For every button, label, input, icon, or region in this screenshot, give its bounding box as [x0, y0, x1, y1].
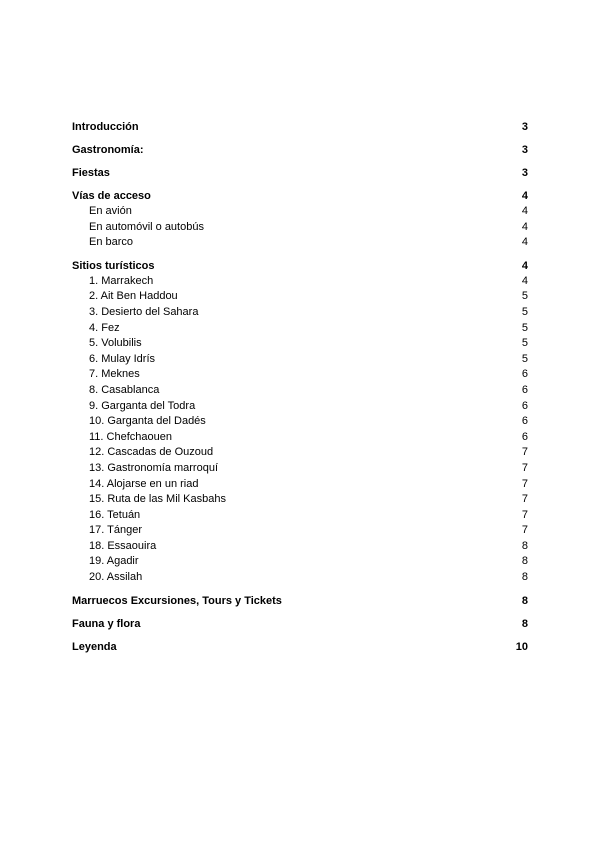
toc-subentry-page-number: 8 [521, 555, 528, 568]
toc-subentry-title: 18. Essaouira [89, 539, 157, 552]
toc-entry[interactable] [72, 616, 528, 632]
toc-entry-title: Sitios turísticos [72, 259, 155, 272]
toc-entry[interactable] [72, 593, 528, 609]
toc-subentry[interactable] [72, 399, 528, 415]
toc-entry[interactable] [72, 119, 528, 135]
toc-entry-page-number: 3 [521, 167, 528, 179]
toc-subentry-title: 11. Chefchaouen [89, 430, 172, 443]
toc-entry[interactable] [72, 188, 528, 204]
toc-subentry-title: 5. Volubilis [89, 337, 142, 350]
toc-entry-title: Marruecos Excursiones, Tours y Tickets [72, 594, 282, 607]
toc-subentry-title: 13. Gastronomía marroquí [89, 461, 219, 474]
toc-subentry[interactable] [72, 445, 528, 461]
toc-subentry-page-number: 4 [521, 205, 528, 217]
toc-subentry-page-number: 4 [521, 220, 528, 233]
toc-subentry-title: En barco [89, 236, 134, 249]
toc-entry-page-number: 3 [521, 144, 528, 156]
toc-subentry-page-number: 6 [521, 430, 528, 443]
toc-subentry-page-number: 4 [521, 236, 528, 249]
toc-subentry[interactable] [72, 383, 528, 399]
toc-subentry-page-number: 6 [521, 383, 528, 396]
toc-subentry-title: 9. Garganta del Todra [89, 399, 196, 412]
toc-subentry-page-number: 7 [521, 493, 528, 506]
toc-subentry[interactable] [72, 321, 528, 337]
toc-subentry-title: 17. Tánger [89, 524, 143, 537]
table-of-contents [72, 119, 528, 655]
toc-entry-page-number: 8 [521, 594, 528, 607]
toc-subentry-page-number: 6 [521, 368, 528, 381]
toc-subentry-title: 10. Garganta del Dadés [89, 415, 206, 428]
toc-subentry-page-number: 6 [521, 399, 528, 412]
toc-subentry[interactable] [72, 289, 528, 305]
toc-subentry-page-number: 7 [521, 508, 528, 521]
toc-subentry-title: 3. Desierto del Sahara [89, 305, 199, 318]
toc-subentry[interactable] [72, 523, 528, 539]
toc-subentry-page-number: 8 [521, 539, 528, 552]
toc-subentry[interactable] [72, 414, 528, 430]
toc-subentry[interactable] [72, 274, 528, 290]
toc-subentry-title: 8. Casablanca [89, 383, 160, 396]
toc-subentry-page-number: 8 [521, 571, 528, 584]
toc-entry-title: Gastronomía: [72, 144, 144, 156]
toc-entry[interactable] [72, 142, 528, 158]
toc-subentry-title: En avión [89, 205, 132, 217]
toc-subentry[interactable] [72, 204, 528, 220]
toc-entry-title: Fiestas [72, 167, 110, 179]
toc-subentry-page-number: 7 [521, 446, 528, 459]
toc-subentry[interactable] [72, 508, 528, 524]
toc-entry[interactable] [72, 639, 528, 655]
toc-entry[interactable] [72, 165, 528, 181]
toc-subentry[interactable] [72, 235, 528, 251]
toc-subentry-title: 12. Cascadas de Ouzoud [89, 446, 214, 459]
toc-subentry-page-number: 5 [521, 305, 528, 318]
toc-entry-title: Introducción [72, 121, 139, 133]
toc-subentry[interactable] [72, 570, 528, 586]
toc-subentry-page-number: 7 [521, 477, 528, 490]
toc-subentry[interactable] [72, 492, 528, 508]
toc-entry-page-number: 10 [515, 640, 528, 653]
toc-entry-page-number: 3 [521, 121, 528, 133]
toc-subentry[interactable] [72, 554, 528, 570]
toc-subentry-title: 2. Ait Ben Haddou [89, 290, 178, 303]
toc-entry-title: Vías de acceso [72, 190, 151, 202]
toc-subentry-title: 16. Tetuán [89, 508, 141, 521]
toc-subentry[interactable] [72, 539, 528, 555]
toc-subentry-title: 6. Mulay Idrís [89, 352, 156, 365]
toc-subentry-title: 4. Fez [89, 321, 120, 334]
toc-entry[interactable] [72, 258, 528, 274]
toc-subentry[interactable] [72, 352, 528, 368]
toc-subentry-page-number: 4 [521, 274, 528, 287]
toc-subentry[interactable] [72, 477, 528, 493]
toc-subentry-title: 7. Meknes [89, 368, 140, 381]
toc-subentry-title: 19. Agadir [89, 555, 139, 568]
toc-subentry[interactable] [72, 461, 528, 477]
toc-subentry-page-number: 7 [521, 524, 528, 537]
toc-subentry[interactable] [72, 430, 528, 446]
toc-subentry-page-number: 5 [521, 321, 528, 334]
toc-subentry-title: 20. Assilah [89, 571, 143, 584]
toc-subentry-title: 14. Alojarse en un riad [89, 477, 199, 490]
toc-subentry[interactable] [72, 367, 528, 383]
toc-entry-title: Leyenda [72, 640, 117, 653]
toc-subentry-title: 1. Marrakech [89, 274, 154, 287]
toc-subentry-page-number: 6 [521, 415, 528, 428]
toc-subentry[interactable] [72, 305, 528, 321]
toc-entry-page-number: 4 [521, 259, 528, 272]
toc-subentry-page-number: 5 [521, 352, 528, 365]
toc-subentry[interactable] [72, 220, 528, 236]
toc-subentry-page-number: 7 [521, 461, 528, 474]
toc-subentry-page-number: 5 [521, 290, 528, 303]
toc-entry-title: Fauna y flora [72, 617, 141, 630]
toc-subentry-page-number: 5 [521, 337, 528, 350]
toc-subentry-title: En automóvil o autobús [89, 220, 204, 233]
toc-entry-page-number: 8 [521, 617, 528, 630]
toc-entry-page-number: 4 [521, 190, 528, 202]
toc-subentry[interactable] [72, 336, 528, 352]
toc-subentry-title: 15. Ruta de las Mil Kasbahs [89, 493, 226, 506]
